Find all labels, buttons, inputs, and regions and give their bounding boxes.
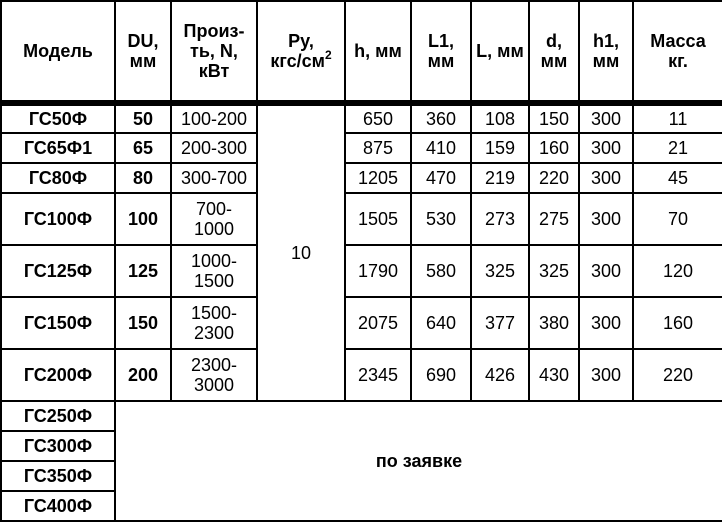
cell-l: 426 (471, 349, 529, 401)
header-l1: L1, мм (411, 1, 471, 103)
cell-power: 100-200 (171, 103, 257, 133)
header-du: DU, мм (115, 1, 171, 103)
cell-l1: 360 (411, 103, 471, 133)
cell-model: ГС200Ф (1, 349, 115, 401)
cell-l1: 690 (411, 349, 471, 401)
cell-mass: 160 (633, 297, 722, 349)
cell-model: ГС400Ф (1, 491, 115, 521)
cell-l1: 470 (411, 163, 471, 193)
cell-power: 2300- 3000 (171, 349, 257, 401)
cell-l1: 410 (411, 133, 471, 163)
table-row (1, 103, 722, 133)
cell-h: 2075 (345, 297, 411, 349)
cell-mass: 220 (633, 349, 722, 401)
cell-model: ГС80Ф (1, 163, 115, 193)
table-row (1, 193, 722, 245)
cell-model: ГС50Ф (1, 103, 115, 133)
header-mass: Масса кг. (633, 1, 722, 103)
cell-d: 380 (529, 297, 579, 349)
cell-power: 200-300 (171, 133, 257, 163)
cell-mass: 21 (633, 133, 722, 163)
cell-mass: 11 (633, 103, 722, 133)
cell-h: 650 (345, 103, 411, 133)
cell-l: 273 (471, 193, 529, 245)
cell-power: 1500- 2300 (171, 297, 257, 349)
cell-mass: 45 (633, 163, 722, 193)
cell-power: 1000- 1500 (171, 245, 257, 297)
cell-h: 875 (345, 133, 411, 163)
cell-h1: 300 (579, 297, 633, 349)
cell-mass: 70 (633, 193, 722, 245)
on-request-cell: по заявке (115, 401, 722, 521)
cell-power: 300-700 (171, 163, 257, 193)
cell-d: 275 (529, 193, 579, 245)
cell-h1: 300 (579, 245, 633, 297)
cell-l1: 580 (411, 245, 471, 297)
cell-model: ГС65Ф1 (1, 133, 115, 163)
header-model: Модель (1, 1, 115, 103)
cell-h1: 300 (579, 193, 633, 245)
cell-mass: 120 (633, 245, 722, 297)
cell-l1: 640 (411, 297, 471, 349)
cell-model: ГС100Ф (1, 193, 115, 245)
cell-model: ГС250Ф (1, 401, 115, 431)
cell-d: 430 (529, 349, 579, 401)
table-row (1, 349, 722, 401)
cell-du: 125 (115, 245, 171, 297)
cell-l: 325 (471, 245, 529, 297)
cell-h1: 300 (579, 133, 633, 163)
cell-du: 200 (115, 349, 171, 401)
cell-model: ГС150Ф (1, 297, 115, 349)
cell-d: 220 (529, 163, 579, 193)
cell-du: 150 (115, 297, 171, 349)
cell-du: 100 (115, 193, 171, 245)
cell-model: ГС350Ф (1, 461, 115, 491)
cell-h: 1505 (345, 193, 411, 245)
cell-l: 159 (471, 133, 529, 163)
table-row (1, 401, 722, 431)
cell-l: 219 (471, 163, 529, 193)
cell-h: 1790 (345, 245, 411, 297)
header-h: h, мм (345, 1, 411, 103)
cell-h: 1205 (345, 163, 411, 193)
header-d: d, мм (529, 1, 579, 103)
cell-py-value: 10 (257, 103, 345, 401)
header-l: L, мм (471, 1, 529, 103)
cell-h1: 300 (579, 163, 633, 193)
cell-du: 50 (115, 103, 171, 133)
header-h1: h1, мм (579, 1, 633, 103)
cell-l: 377 (471, 297, 529, 349)
table-row (1, 163, 722, 193)
cell-h: 2345 (345, 349, 411, 401)
cell-model: ГС300Ф (1, 431, 115, 461)
header-power: Произ- ть, N, кВт (171, 1, 257, 103)
cell-d: 150 (529, 103, 579, 133)
table-row (1, 297, 722, 349)
cell-h1: 300 (579, 349, 633, 401)
table-row (1, 133, 722, 163)
cell-l1: 530 (411, 193, 471, 245)
table-row (1, 245, 722, 297)
cell-power: 700- 1000 (171, 193, 257, 245)
header-py: Ру, кгс/$см^2$ (257, 1, 345, 103)
cell-du: 65 (115, 133, 171, 163)
header-row (1, 1, 722, 103)
cell-l: 108 (471, 103, 529, 133)
cell-model: ГС125Ф (1, 245, 115, 297)
cell-d: 160 (529, 133, 579, 163)
cell-d: 325 (529, 245, 579, 297)
cell-h1: 300 (579, 103, 633, 133)
cell-du: 80 (115, 163, 171, 193)
